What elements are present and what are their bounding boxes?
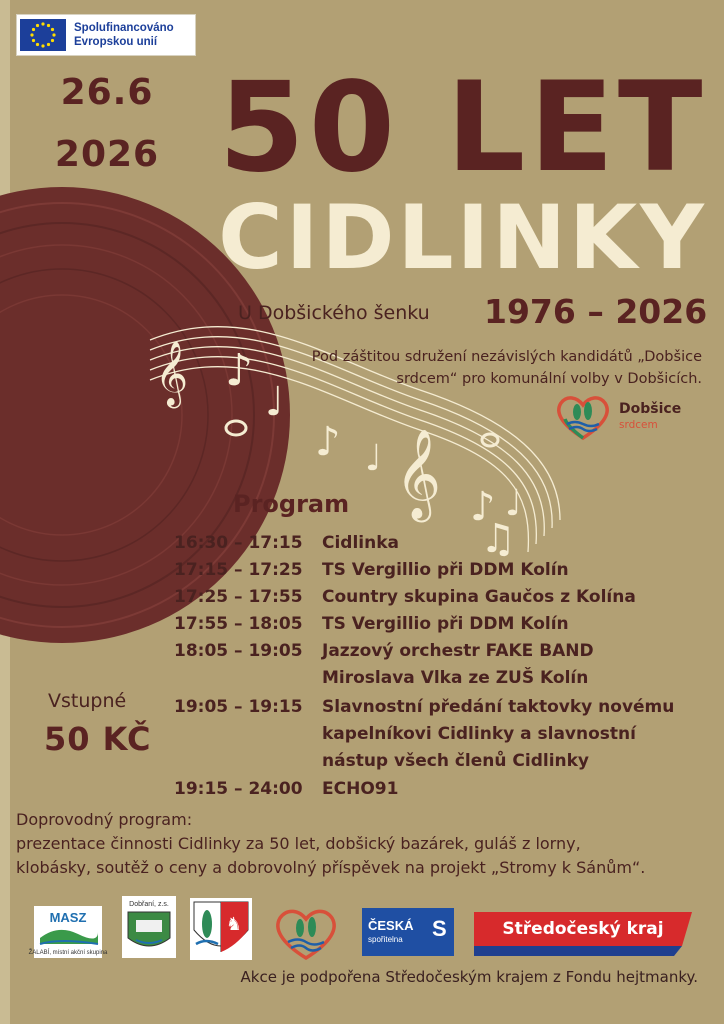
municipal-coat-of-arms-icon (190, 898, 252, 960)
dobriani-logo (122, 896, 176, 958)
dobsice-heart-logo (278, 911, 334, 958)
event-date-day: 26.6 (60, 72, 154, 113)
stredocesky-kraj-name: Středočeský kraj (502, 919, 664, 939)
dobsice-logo-name: Dobšice (619, 401, 682, 417)
cs-logo-line1: ČESKÁ (368, 918, 414, 933)
companion-label: Doprovodný program: (16, 810, 193, 829)
program-act: kapelníkovi Cidlinky a slavnostní (322, 724, 636, 744)
admission-label: Vstupné (48, 690, 127, 712)
masz-logo-sub: ŽALABÍ, místní akční skupina (28, 950, 108, 956)
program-time: 18:05 – 19:05 (174, 641, 303, 661)
support-note: Akce je podpořena Středočeským krajem z Fondu hejtmanky. (240, 968, 698, 986)
svg-text:♪: ♪ (315, 419, 341, 465)
svg-text:♩: ♩ (365, 438, 382, 479)
svg-text:𝄞: 𝄞 (155, 341, 189, 406)
cs-logo-line2: spořitelna (368, 935, 403, 944)
svg-text:♫: ♫ (480, 516, 516, 562)
venue: U Dobšického šenku (238, 302, 430, 324)
admission-price: 50 KČ (44, 720, 152, 758)
companion-line2: klobásky, soutěž o ceny a dobrovolný příspěvek na projekt „Stromy k Sánům“. (16, 858, 646, 877)
svg-text:♩: ♩ (265, 379, 284, 425)
svg-text:♞: ♞ (225, 914, 243, 935)
program-time: 19:05 – 19:15 (174, 697, 303, 717)
event-date-year: 2026 (54, 134, 160, 175)
program-time: 19:15 – 24:00 (174, 779, 303, 799)
program-act: Country skupina Gaučos z Kolína (322, 587, 636, 607)
program-act: ECHO91 (322, 779, 399, 799)
title-50-let: 50 LET (218, 56, 707, 200)
patronage-text: Pod záštitou sdružení nezávislých kandidátů „Dobšice srdcem“ pro komunální volby v Dobšicích. (311, 349, 702, 387)
svg-text:♪: ♪ (225, 345, 254, 396)
eu-badge-line1: Spolufinancováno (74, 22, 174, 34)
anniversary-years: 1976 – 2026 (484, 292, 708, 331)
program-act: TS Vergillio při DDM Kolín (322, 614, 569, 634)
dobsice-logo-sub: srdcem (619, 419, 658, 431)
program-title: Program (233, 490, 350, 518)
program-act: Jazzový orchestr FAKE BAND (322, 641, 594, 661)
title-cidlinky: CIDLINKY (218, 186, 707, 289)
masz-logo-name: MASZ (49, 910, 87, 925)
cs-logo-symbol-icon: S (432, 916, 447, 941)
program-act: Cidlinka (322, 533, 400, 553)
program-act: Miroslava Vlka ze ZUŠ Kolín (322, 668, 589, 688)
companion-line1: prezentace činnosti Cidlinky za 50 let, dobšický bazárek, guláš z lorny, (16, 834, 581, 853)
dobriani-logo-name: Dobřaní, z.s. (129, 901, 169, 908)
program-time: 17:55 – 18:05 (174, 614, 303, 634)
program-time: 17:25 – 17:55 (174, 587, 303, 607)
program-act: Slavnostní předání taktovky novému (322, 697, 675, 717)
svg-text:♩: ♩ (505, 483, 522, 524)
svg-text:𝄞: 𝄞 (395, 429, 442, 519)
masz-logo (29, 906, 108, 958)
ceska-sporitelna-logo (362, 908, 454, 956)
eu-badge-line2: Evropskou unií (74, 36, 158, 48)
program-act: TS Vergillio při DDM Kolín (322, 560, 569, 580)
program-act: nástup všech členů Cidlinky (322, 751, 590, 771)
svg-text:♪: ♪ (470, 484, 496, 530)
program-time: 17:15 – 17:25 (174, 560, 303, 580)
program-time: 16:30 – 17:15 (174, 533, 303, 553)
